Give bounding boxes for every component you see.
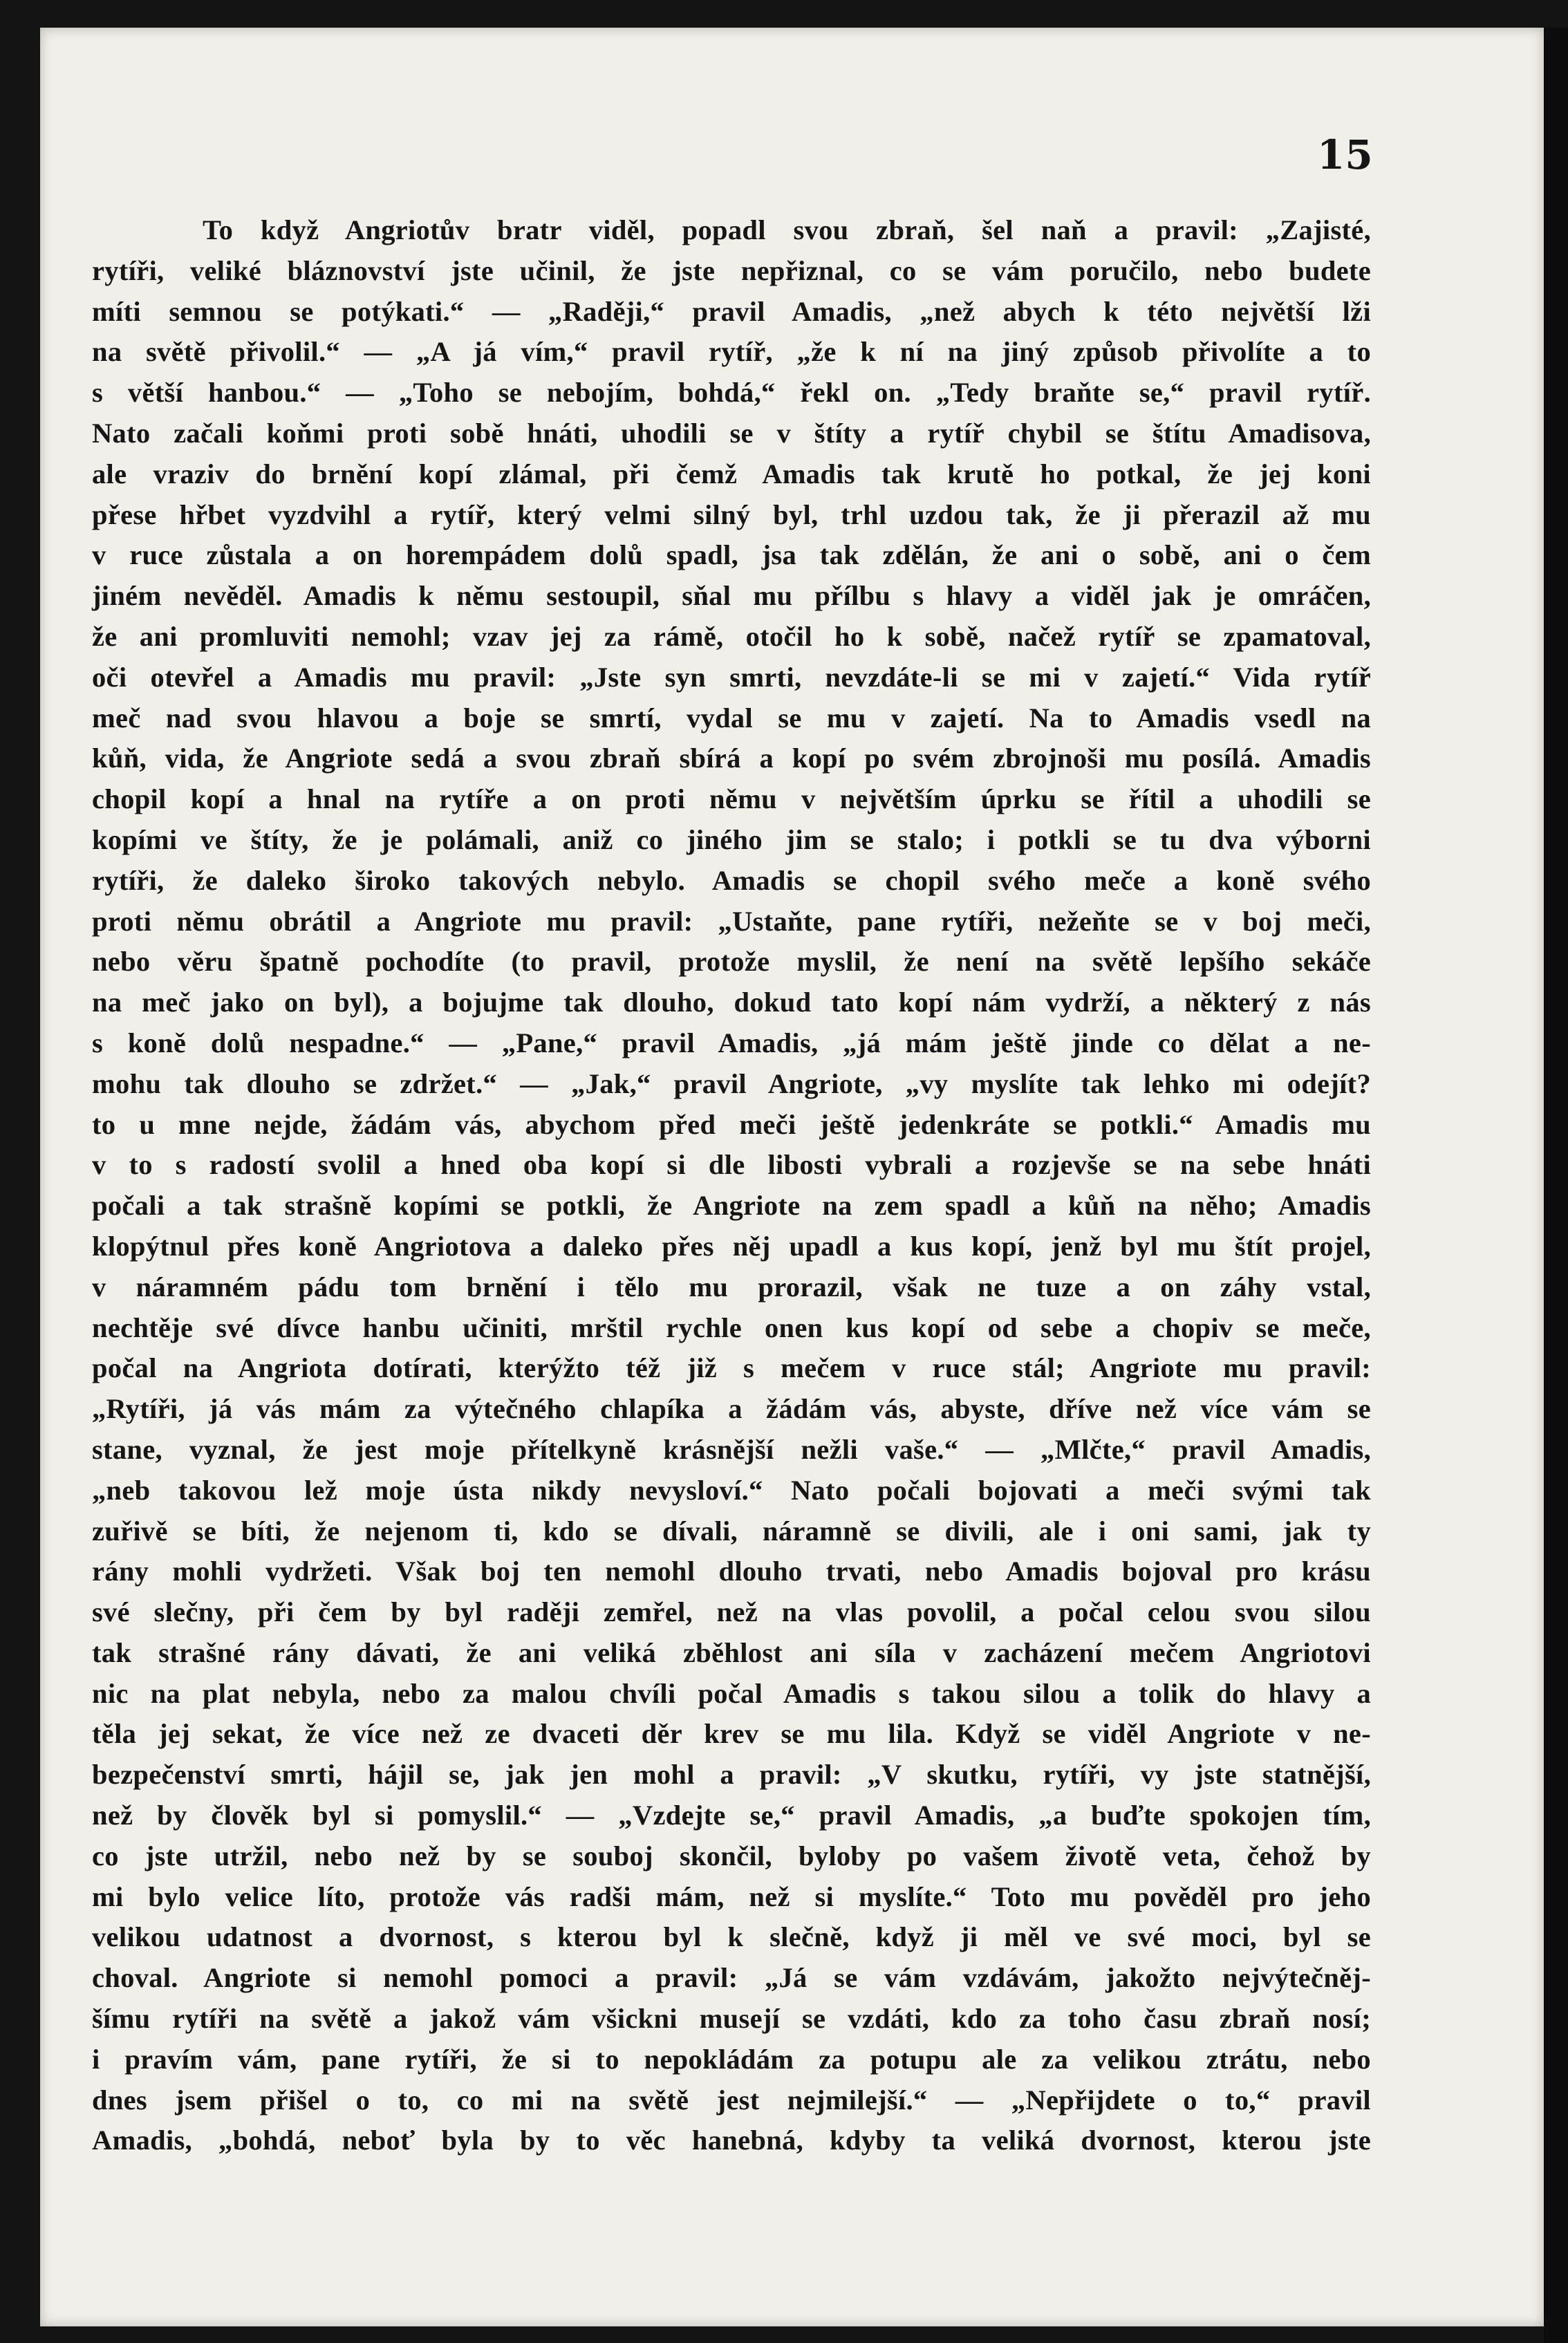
text-line: i pravím vám, pane rytíři, že si to nepokládám za potupu ale za velikou ztrátu, nebo (92, 2043, 1371, 2075)
text-line: proti němu obrátil a Angriote mu pravil: „Ustaňte, pane rytíři, nežeňte se v boj meči, (92, 905, 1371, 937)
text-line: ale vraziv do brnění kopí zlámal, při čemž Amadis tak krutě ho potkal, že jej koni (92, 458, 1371, 489)
text-line: s koně dolů nespadne.“ — „Pane,“ pravil Amadis, „já mám ještě jinde co dělat a ne- (92, 1027, 1371, 1058)
text-line: choval. Angriote si nemohl pomoci a pravil: „Já se vám vzdávám, jakožto nejvýtečněj- (92, 1962, 1371, 1994)
page-edge-shadow (1544, 28, 1568, 2343)
text-line: přese hřbet vyzdvihl a rytíř, který velmi silný byl, trhl uzdou tak, že ji přerazil až mu (92, 498, 1371, 530)
text-line: kůň, vida, že Angriote sedá a svou zbraň sbírá a kopí po svém zbrojnoši mu posílá. Amadis (92, 743, 1371, 774)
text-line: své slečny, při čem by byl raději zemřel, než na vlas povolil, a počal celou svou silou (92, 1596, 1371, 1628)
text-line: těla jej sekat, že více než ze dvaceti děr krev se mu lila. Když se viděl Angriote v ne- (92, 1718, 1371, 1750)
text-line: mohu tak dlouho se zdržet.“ — „Jak,“ pravil Angriote, „vy myslíte tak lehko mi odejít? (92, 1067, 1371, 1099)
text-line: v náramném pádu tom brnění i tělo mu prorazil, však ne tuze a on záhy vstal, (92, 1271, 1371, 1303)
body-text (92, 210, 1371, 2161)
text-line: rány mohli vydržeti. Však boj ten nemohl dlouho trvati, nebo Amadis bojoval pro krásu (92, 1556, 1371, 1587)
text-line: než by člověk byl si pomyslil.“ — „Vzdejte se,“ pravil Amadis, „a buďte spokojen tím, (92, 1800, 1371, 1831)
text-line: „neb takovou lež moje ústa nikdy nevysloví.“ Nato počali bojovati a meči svými tak (92, 1474, 1371, 1506)
text-line: nebo věru špatně pochodíte (to pravil, protože myslil, že není na světě lepšího sekáče (92, 946, 1371, 978)
text-line: na světě přivolil.“ — „A já vím,“ pravil rytíř, „že k ní na jiný způsob přivolíte a to (92, 336, 1371, 368)
text-line: míti semnou se potýkati.“ — „Raději,“ pravil Amadis, „než abych k této největší lži (92, 295, 1371, 327)
text-line: kopími ve štíty, že je polámali, aniž co jiného jim se stalo; i potkli se tu dva výborni (92, 823, 1371, 855)
page-number: 15 (1317, 131, 1373, 178)
text-line: stane, vyznal, že jest moje přítelkyně krásnější nežli vaše.“ — „Mlčte,“ pravil Amadis, (92, 1433, 1371, 1465)
text-line: rytíři, že daleko široko takových nebylo. Amadis se chopil svého meče a koně svého (92, 864, 1371, 896)
text-line: nic na plat nebyla, nebo za malou chvíli počal Amadis s takou silou a tolik do hlavy a (92, 1677, 1371, 1709)
text-line: nechtěje své dívce hanbu učiniti, mrštil rychle onen kus kopí od sebe a chopiv se meče, (92, 1311, 1371, 1343)
text-line: „Rytíři, já vás mám za výtečného chlapíka a žádám vás, abyste, dříve než více vám se (92, 1393, 1371, 1425)
text-line: To když Angriotův bratr viděl, popadl svou zbraň, šel naň a pravil: „Zajisté, (203, 214, 1371, 245)
text-line: počal na Angriota dotírati, kterýžto též již s mečem v ruce stál; Angriote mu pravil: (92, 1352, 1371, 1384)
text-line: velikou udatnost a dvornost, s kterou byl k slečně, když ji měl ve své moci, byl se (92, 1921, 1371, 1953)
text-line: Nato začali koňmi proti sobě hnáti, uhodili se v štíty a rytíř chybil se štítu Amadisova, (92, 417, 1371, 449)
text-line: v to s radostí svolil a hned oba kopí si dle libosti vybrali a rozjevše se na sebe hnáti (92, 1149, 1371, 1181)
text-line: oči otevřel a Amadis mu pravil: „Jste syn smrti, nevzdáte-li se mi v zajetí.“ Vida rytíř (92, 661, 1371, 693)
text-line: s větší hanbou.“ — „Toho se nebojím, bohdá,“ řekl on. „Tedy braňte se,“ pravil rytíř. (92, 377, 1371, 409)
text-line: co jste utržil, nebo než by se souboj skončil, byloby po vašem životě veta, čehož by (92, 1840, 1371, 1871)
text-line: chopil kopí a hnal na rytíře a on proti němu v největším úprku se řítil a uhodili se (92, 783, 1371, 815)
text-line: šímu rytíři na světě a jakož vám všickni musejí se vzdáti, kdo za toho času zbraň nosí; (92, 2003, 1371, 2035)
text-line: v ruce zůstala a on horempádem dolů spadl, jsa tak zdělán, že ani o sobě, ani o čem (92, 539, 1371, 571)
text-line: tak strašné rány dávati, že ani veliká zběhlost ani síla v zacházení mečem Angriotovi (92, 1636, 1371, 1668)
text-line: dnes jsem přišel o to, co mi na světě jest nejmilejší.“ — „Nepřijdete o to,“ pravil (92, 2084, 1371, 2116)
text-line: jiném nevěděl. Amadis k němu sestoupil, sňal mu přílbu s hlavy a viděl jak je omráčen, (92, 580, 1371, 612)
text-line: Amadis, „bohdá, neboť byla by to věc hanebná, kdyby ta veliká dvornost, kterou jste (92, 2125, 1371, 2156)
text-line: že ani promluviti nemohl; vzav jej za rámě, otočil ho k sobě, načež rytíř se zpamatoval, (92, 620, 1371, 652)
text-line: na meč jako on byl), a bojujme tak dlouho, dokud tato kopí nám vydrží, a některý z nás (92, 987, 1371, 1018)
text-line: počali a tak strašně kopími se potkli, že Angriote na zem spadl a kůň na něho; Amadis (92, 1190, 1371, 1222)
text-line: mi bylo velice líto, protože vás radši mám, než si myslíte.“ Toto mu pověděl pro jeho (92, 1880, 1371, 1912)
text-line: bezpečenství smrti, hájil se, jak jen mohl a pravil: „V skutku, rytíři, vy jste statnější, (92, 1759, 1371, 1791)
text-line: zuřivě se bíti, že nejenom ti, kdo se dívali, náramně se divili, ale i oni sami, jak ty (92, 1515, 1371, 1547)
text-line: klopýtnul přes koně Angriotova a daleko přes něj upadl a kus kopí, jenž byl mu štít projel, (92, 1230, 1371, 1262)
text-line: rytíři, veliké bláznovství jste učinil, že jste nepřiznal, co se vám poručilo, nebo budete (92, 254, 1371, 286)
text-line: to u mne nejde, žádám vás, abychom před meči ještě jedenkráte se potkli.“ Amadis mu (92, 1108, 1371, 1140)
text-line: meč nad svou hlavou a boje se smrtí, vydal se mu v zajetí. Na to Amadis vsedl na (92, 702, 1371, 734)
